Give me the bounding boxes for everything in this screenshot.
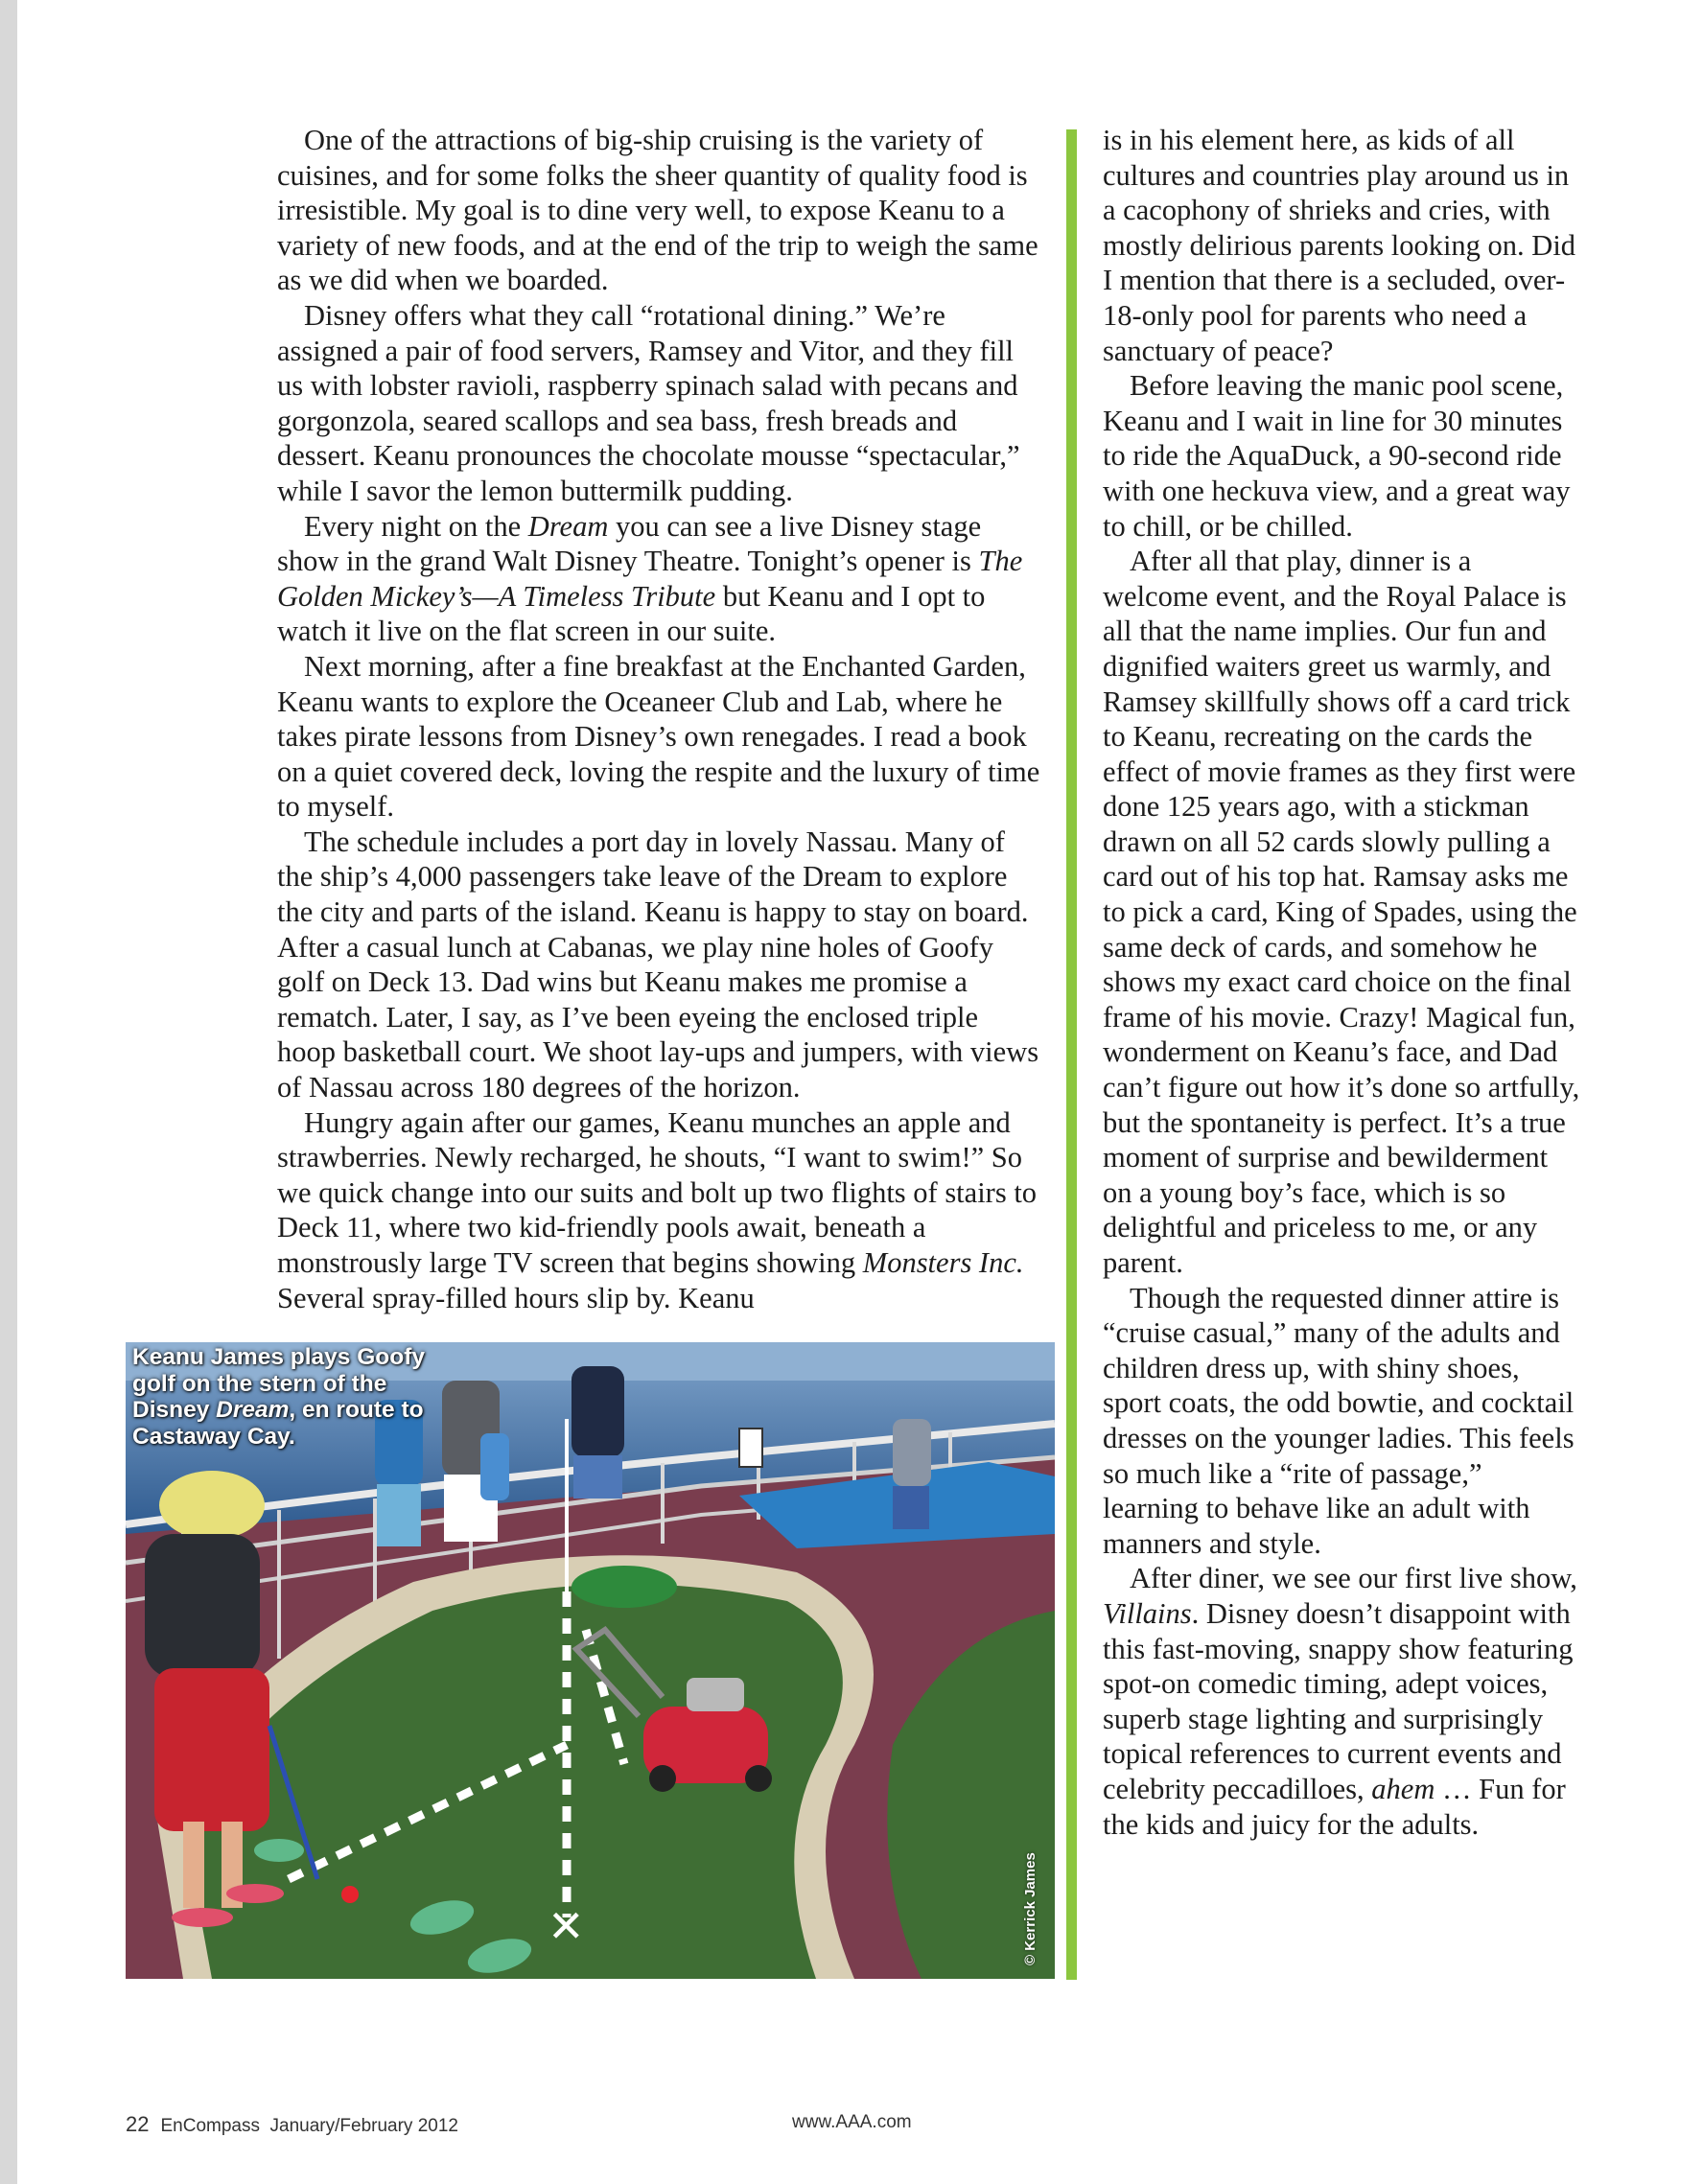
footer-website[interactable]: www.AAA.com bbox=[792, 2112, 912, 2132]
svg-text:✕: ✕ bbox=[548, 1900, 585, 1952]
footer-publication-info bbox=[126, 2112, 458, 2137]
photo-credit: © Kerrick James bbox=[1022, 1852, 1038, 1965]
movie-title: Monsters Inc. bbox=[862, 1246, 1024, 1279]
article-right-column bbox=[1103, 123, 1582, 1842]
paragraph: Next morning, after a fine breakfast at the Enchanted Garden, Keanu wants to explore the Oceaneer Club and Lab, where he takes pirate lessons from Disney’s own renegades. I read a book on a quiet covered deck, loving the respite and the luxury of time to myself. bbox=[277, 649, 1040, 824]
caption-line: Keanu James plays Goofy golf on the stern of the Disney Dream, en route to Castaway Cay. bbox=[132, 1344, 426, 1450]
paragraph: is in his element here, as kids of all cultures and countries play around us in a cacophony of shrieks and cries, with mostly delirious parents looking on. Did I mention that there is a secluded, over-18-only pool for parents who need a sanctuary of peace? bbox=[1103, 124, 1576, 367]
paragraph bbox=[1103, 1561, 1582, 1842]
photo-caption bbox=[132, 1344, 425, 1450]
publication-name: EnCompass January/February 2012 bbox=[160, 2116, 458, 2136]
paragraph: The schedule includes a port day in lovely Nassau. Many of the ship’s 4,000 passengers take leave of the Dream to explore the city and parts of the island. Keanu is happy to stay on board. After a casual lunch at Cabanas, we play nine holes of Goofy golf on Deck 13. Dad wins but Keanu makes me promise a rematch. Later, I say, as I’ve been eyeing the enclosed triple hoop basketball court. We shoot lay-ups and jumpers, with views of Nassau across 180 degrees of the horizon. bbox=[277, 825, 1039, 1104]
show-title: The Golden Mickey’s—A Timeless Tribute bbox=[277, 545, 1023, 613]
caption-ship-name: Dream bbox=[216, 1397, 290, 1423]
text-run: Several spray-filled hours slip by. Keanu bbox=[277, 1281, 755, 1314]
text-run: Hungry again after our games, Keanu munches an apple and strawberries. Newly recharged, he shouts, “I want to swim!” So we quick change into our suits and bolt up two flights of stairs to Deck 11, where two kid-friendly pools await, beneath a monstrously large TV screen that begins showing bbox=[277, 1105, 1038, 1279]
text-run: but Keanu and I opt to watch it live on the flat screen in our suite. bbox=[277, 579, 986, 648]
paragraph bbox=[277, 1105, 1040, 1316]
paragraph: One of the attractions of big-ship cruising is the variety of cuisines, and for some folks the sheer quantity of quality food is irresistible. My goal is to dine very well, to expose Keanu to a variety of new foods, and at the end of the trip to weigh the same as we did when we boarded. bbox=[277, 124, 1038, 297]
page-gutter-edge bbox=[0, 0, 17, 2184]
text-run: you can see a live Disney stage show in the grand Walt Disney Theatre. Tonight’s opener is bbox=[277, 509, 982, 578]
paragraph: Though the requested dinner attire is “cruise casual,” many of the adults and children dress up, with shiny shoes, sport coats, the odd bowtie, and cocktail dresses on the younger ladies. This feels so much like a “rite of passage,” learning to behave like an adult with manners and style. bbox=[1103, 1281, 1575, 1560]
paragraph: After all that play, dinner is a welcome event, and the Royal Palace is all that the name implies. Our fun and dignified waiters greet us warmly, and Ramsey skillfully shows off a card trick to Keanu, recreating on the cards the effect of movie frames as they first were done 125 years ago, with a stickman drawn on all 52 cards slowly pulling a card out of his top hat. Ramsay asks me to pick a card, King of Spades, using the same deck of cards, and somehow he shows my exact card choice on the final frame of his movie. Crazy! Magical fun, wonderment on Keanu’s face, and Dad can’t figure out how it’s done so artfully, but the spontaneity is perfect. It’s a true moment of surprise and bewilderment on a young boy’s face, which is so delightful and priceless to me, or any parent. bbox=[1103, 545, 1580, 1279]
accent-rule bbox=[1066, 129, 1077, 1980]
text-run: After diner, we see our first live show, bbox=[1130, 1562, 1577, 1595]
article-left-column bbox=[277, 123, 1040, 1315]
page-number: 22 bbox=[126, 2112, 150, 2136]
ship-name: Dream bbox=[527, 509, 609, 543]
text-run: . Disney doesn’t disappoint with this fast-moving, snappy show featuring spot-on comedic timing, adept voices, superb stage lighting and surprisingly topical references to current events and celebrity peccadilloes, bbox=[1103, 1596, 1574, 1805]
show-title: Villains bbox=[1103, 1596, 1192, 1630]
paragraph: Before leaving the manic pool scene, Keanu and I wait in line for 30 minutes to ride the AquaDuck, a 90-second ride with one heckuva view, and a great way to chill, or be chilled. bbox=[1103, 369, 1571, 543]
text-run: … Fun for the kids and juicy for the adults. bbox=[1103, 1772, 1566, 1841]
paragraph: Disney offers what they call “rotational dining.” We’re assigned a pair of food servers, Ramsey and Vitor, and they fill us with lobster ravioli, raspberry spinach salad with pecans and gorgonzola, seared scallops and sea bass, fresh breads and dessert. Keanu pronounces the chocolate mousse “spectacular,” while I savor the lemon buttermilk pudding. bbox=[277, 298, 1020, 507]
text-run: Every night on the bbox=[304, 509, 528, 543]
paragraph bbox=[277, 509, 1040, 649]
interjection: ahem bbox=[1371, 1772, 1435, 1805]
